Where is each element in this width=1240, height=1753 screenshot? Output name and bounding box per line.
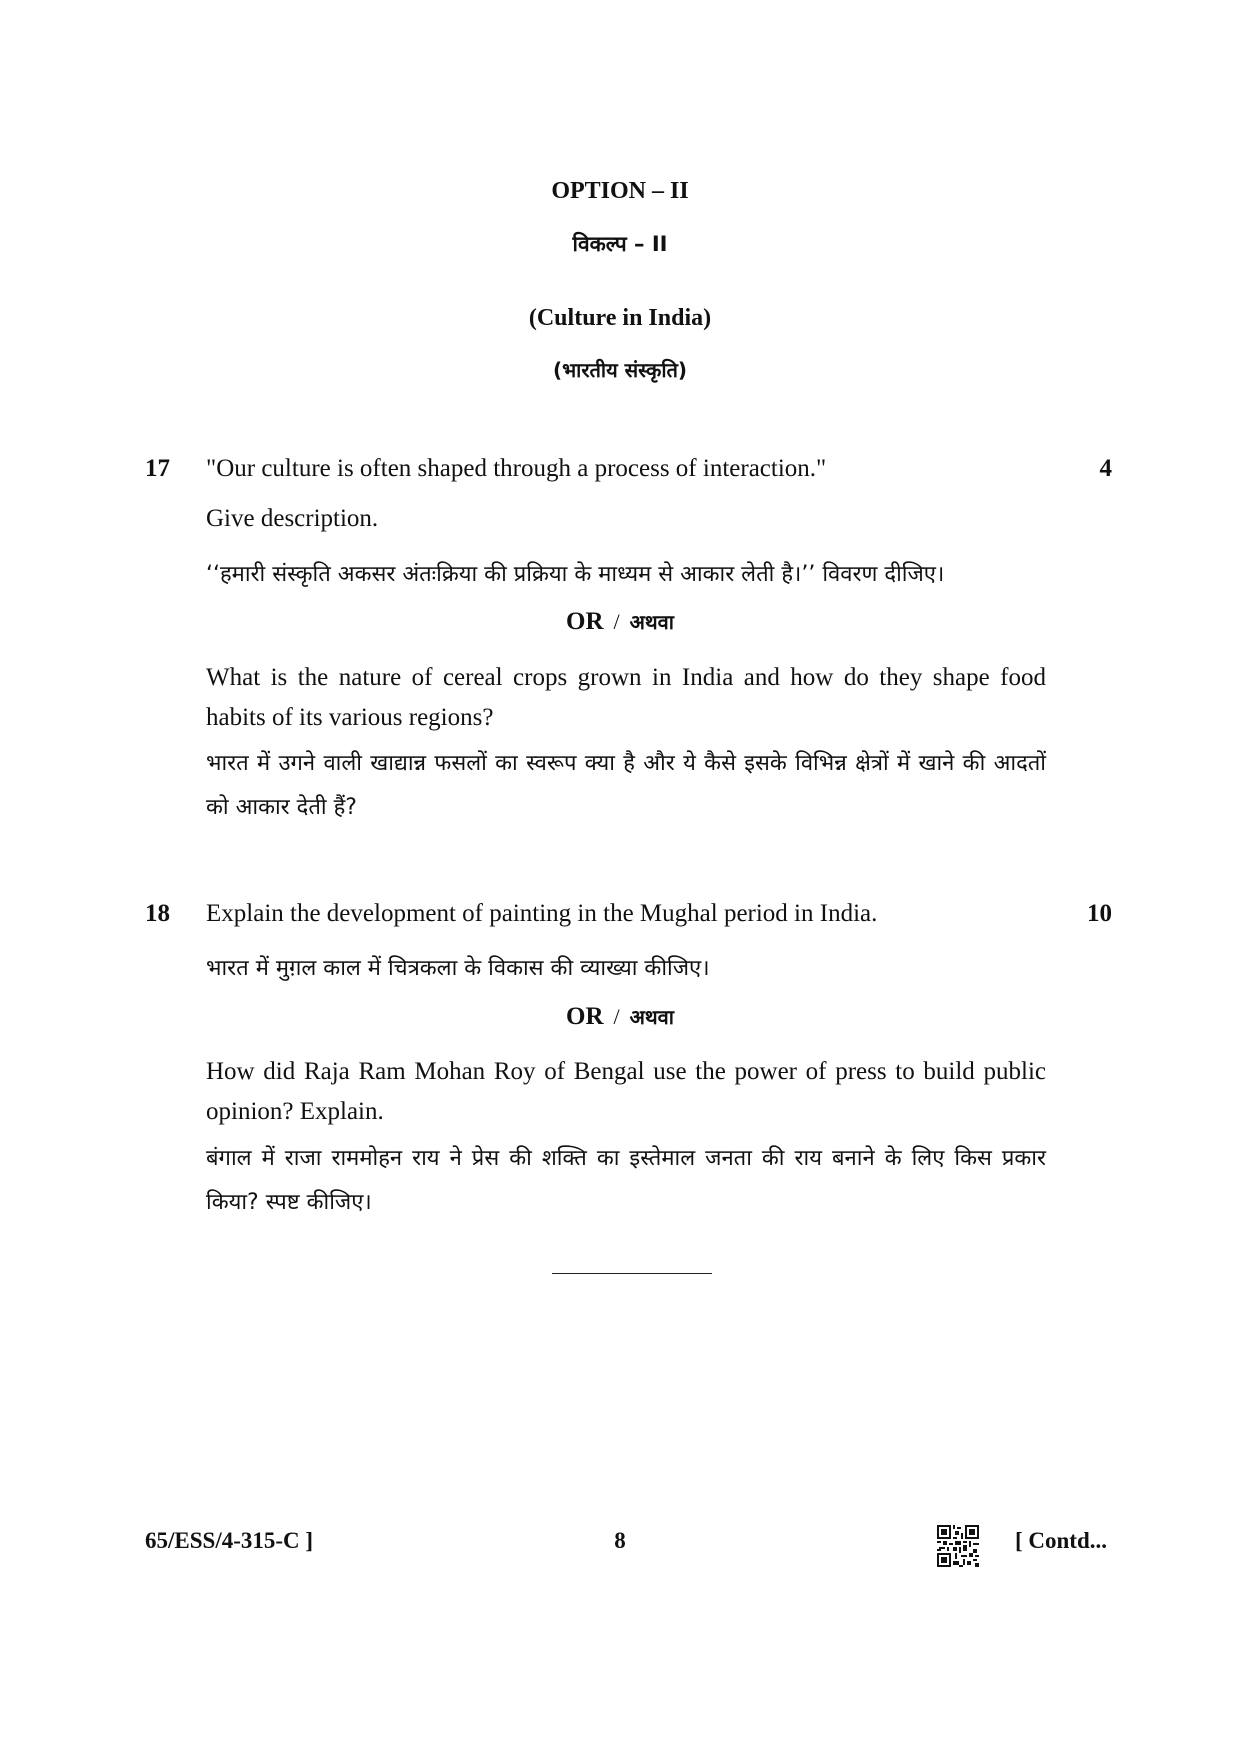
option-title-hindi: विकल्प – II [572,232,668,256]
qr-code-icon [937,1525,979,1567]
section-title: (Culture in India) [528,305,712,331]
alternative-question-text: What is the nature of cereal crops grown in India and how do they shape food habits of its various regions? [206,664,1046,731]
question-text-continued: Give description. [206,505,379,532]
alternative-question-text-hindi: बंगाल में राजा राममोहन राय ने प्रेस की शक्ति का इस्तेमाल जनता की राय बनाने के लिए किस प्रकार किया? स्पष्ट कीजिए। [206,1146,1046,1215]
option-title: OPTION – II [551,178,689,204]
alternative-question-text-hindi: भारत में उगने वाली खाद्यान्न फसलों का स्वरूप क्या है और ये कैसे इसके विभिन्न क्षेत्रों में खाने की आदतों को आकार देती हैं? [206,751,1046,820]
or-separator: / [613,609,620,634]
question-marks: 4 [1099,455,1112,482]
alternative-question-text: How did Raja Ram Mohan Roy of Bengal use the power of press to build public opinion? Explain. [206,1058,1046,1125]
question-text-hindi: भारत में मुग़ल काल में चित्रकला के विकास की व्याख्या कीजिए। [206,956,710,981]
question-number: 18 [145,900,170,927]
question-text: Explain the development of painting in the Mughal period in India. [206,900,878,927]
or-divider [0,608,1240,636]
question-marks: 10 [1087,900,1112,927]
or-separator: / [613,1004,620,1029]
section-title-hindi: (भारतीय संस्कृति) [552,358,688,382]
or-label-hindi: अथवा [629,1005,674,1029]
or-label: OR [566,1003,604,1030]
question-number: 17 [145,455,170,482]
or-divider [0,1003,1240,1031]
page-number: 8 [614,1528,626,1553]
or-label-hindi: अथवा [629,610,674,634]
end-of-section-rule [552,1273,712,1274]
continued-label: [ Contd... [1015,1528,1108,1553]
question-text: "Our culture is often shaped through a process of interaction." [206,455,827,482]
paper-code: 65/ESS/4-315-C ] [145,1528,314,1553]
question-text-hindi: ‘‘हमारी संस्कृति अकसर अंतःक्रिया की प्रक्रिया के माध्यम से आकार लेती है।’’ विवरण दीजिए। [206,562,945,587]
or-label: OR [566,608,604,635]
